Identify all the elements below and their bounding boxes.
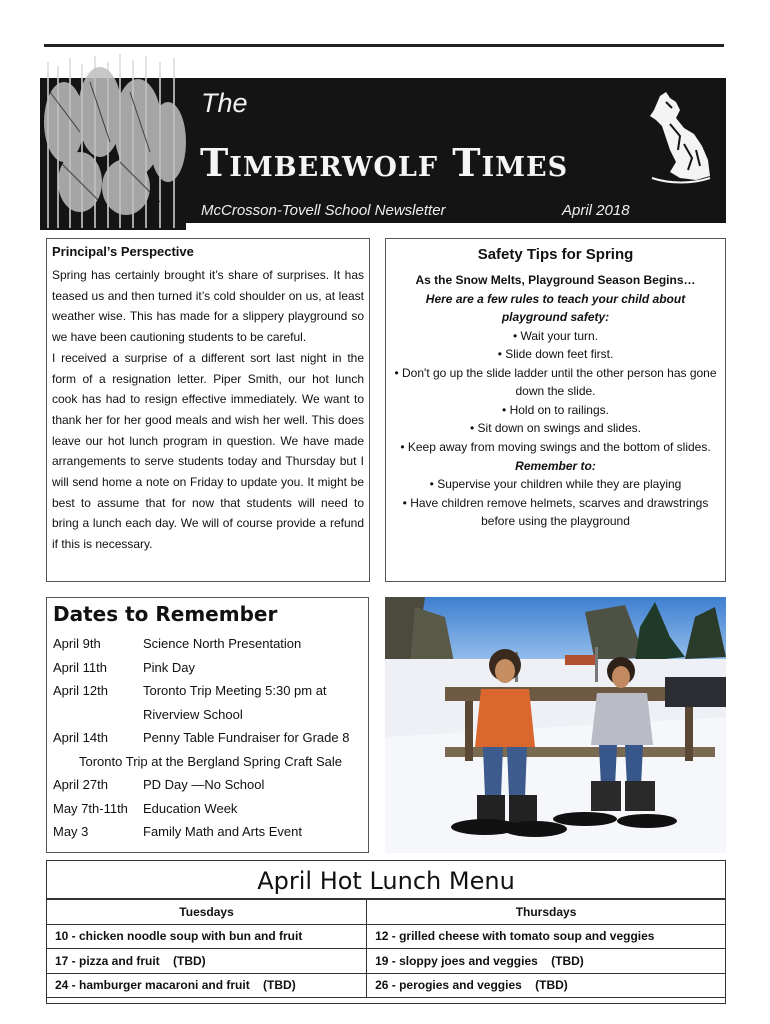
event-label: PD Day —No School xyxy=(143,777,265,792)
list-item: • Hold on to railings. xyxy=(502,402,609,417)
list-item: • Sit down on swings and slides. xyxy=(470,421,641,436)
date-row xyxy=(53,726,362,750)
table-row xyxy=(47,973,725,998)
hot-lunch-menu xyxy=(46,860,726,1004)
table-row xyxy=(47,949,725,974)
safety-rules-list xyxy=(394,327,717,457)
event-label: Family Math and Arts Event xyxy=(143,824,302,839)
trees-illustration xyxy=(40,52,186,230)
date-label: May 3 xyxy=(53,824,89,839)
newsletter-subtitle: McCrosson-Tovell School Newsletter xyxy=(201,202,446,219)
date-label: April 9th xyxy=(53,636,101,651)
masthead-the: The xyxy=(201,88,248,118)
column-header-thursdays: Thursdays xyxy=(367,900,725,925)
date-row xyxy=(53,656,362,680)
date-label: April 14th xyxy=(53,730,108,745)
principal-heading: Principal’s Perspective xyxy=(52,244,194,259)
list-item: • Keep away from moving swings and the bottom of slides. xyxy=(400,440,711,455)
date-row xyxy=(53,797,362,821)
principal-paragraph-2: I received a surprise of a different sort last night in the form of a resignation letter. Piper Smith, our hot lunch cook has had to resign effective immediately. We want to thank her for her good meals and wish her well. This does leave our hot lunch program in question. We have made arrangements to serve students today and Thursday but I will send home a note on Friday to update you. It might be best to assume that for now that students will need to bring a lunch each day. We will of course provide a refund if this is necessary. xyxy=(52,350,364,552)
list-item: • Wait your turn. xyxy=(512,328,599,343)
date-row xyxy=(53,632,362,656)
table-cell: 19 - sloppy joes and veggies (TBD) xyxy=(367,949,725,974)
date-row xyxy=(53,820,362,844)
table-row xyxy=(47,924,725,949)
event-label: Penny Table Fundraiser for Grade 8 xyxy=(143,730,350,745)
date-label: May 7th-11th xyxy=(53,800,128,816)
date-full-line: Toronto Trip at the Bergland Spring Craft Sale xyxy=(79,753,343,769)
menu-title: April Hot Lunch Menu xyxy=(47,861,725,899)
list-item: • Have children remove helmets, scarves and drawstrings before using the playground xyxy=(402,495,709,529)
table-cell: 26 - perogies and veggies (TBD) xyxy=(367,973,725,998)
newsletter-date: April 2018 xyxy=(562,202,630,219)
table-cell: 17 - pizza and fruit (TBD) xyxy=(47,949,367,974)
event-label: Pink Day xyxy=(143,659,196,675)
date-label: April 27th xyxy=(53,777,108,792)
table-cell: 24 - hamburger macaroni and fruit (TBD) xyxy=(47,973,367,998)
list-item: • Don't go up the slide ladder until the other person has gone down the slide. xyxy=(394,365,717,399)
safety-tips-box xyxy=(385,238,726,582)
top-rule xyxy=(44,44,724,47)
date-row xyxy=(53,679,362,726)
newsletter-title: Timberwolf Times xyxy=(200,140,569,185)
menu-table xyxy=(47,899,725,998)
event-label: Education Week xyxy=(143,800,238,816)
children-on-bench-photo xyxy=(385,597,726,853)
wolf-logo-icon xyxy=(640,88,716,188)
dates-heading: Dates to Remember xyxy=(53,602,278,626)
date-row xyxy=(53,773,362,797)
list-item: • Supervise your children while they are playing xyxy=(429,477,682,492)
event-label: Toronto Trip Meeting 5:30 pm at Riverview School xyxy=(143,683,327,722)
safety-lead-italic: Here are a few rules to teach your child about playground safety: xyxy=(425,291,686,324)
column-header-tuesdays: Tuesdays xyxy=(47,900,367,925)
date-label: April 11th xyxy=(53,659,107,675)
table-cell: 12 - grilled cheese with tomato soup and veggies xyxy=(367,924,725,949)
principal-paragraph-1: Spring has certainly brought it’s share of surprises. It has teased us and then turned it’s cold shoulder on us, at least weather wise. This has made for a slippery playground so we have been cautioning students to be careful. xyxy=(52,268,364,345)
table-cell: 10 - chicken noodle soup with bun and fruit xyxy=(47,924,367,949)
event-label: Science North Presentation xyxy=(143,636,302,651)
table-header-row xyxy=(47,900,725,925)
safety-lead: As the Snow Melts, Playground Season Begins… xyxy=(415,273,696,287)
safety-reminders-list xyxy=(394,475,717,531)
principal-perspective-box xyxy=(46,238,370,582)
safety-remember: Remember to: xyxy=(515,458,596,473)
safety-heading: Safety Tips for Spring xyxy=(477,246,634,263)
dates-to-remember-box xyxy=(46,597,369,853)
date-label: April 12th xyxy=(53,683,108,698)
list-item: • Slide down feet first. xyxy=(497,347,614,362)
